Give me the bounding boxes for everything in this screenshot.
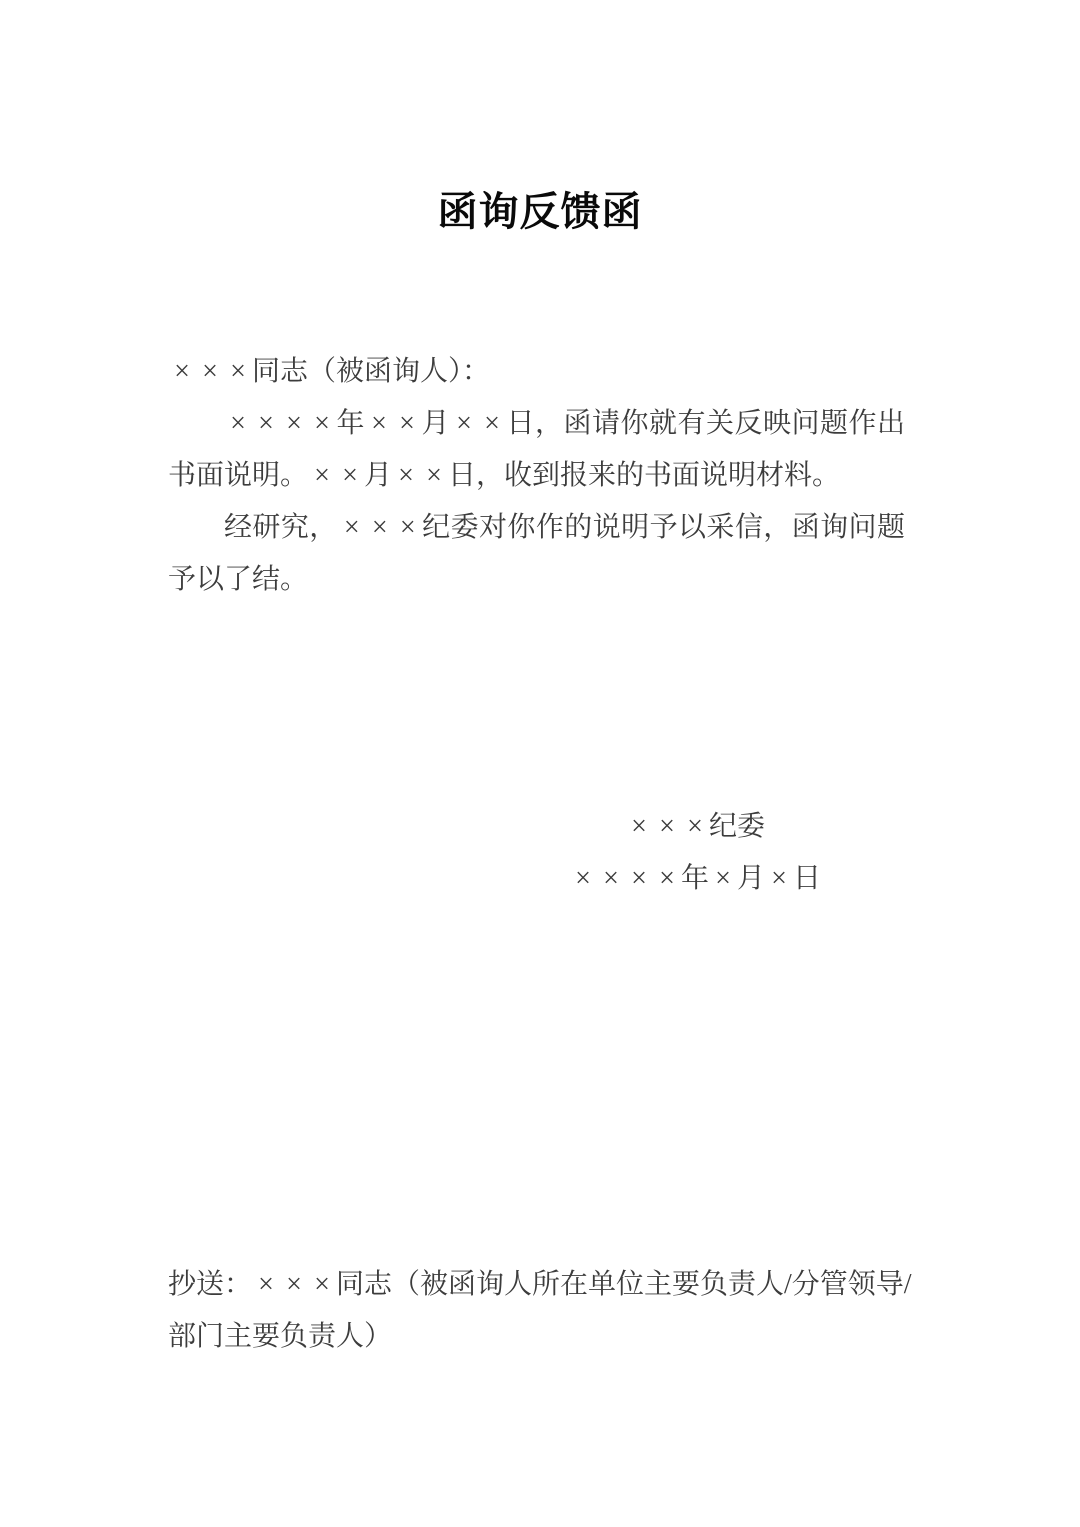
signature-date: × × × × 年 × 月 × 日 — [575, 863, 822, 894]
salutation-line: × × × 同志（被函询人）： — [174, 356, 491, 387]
document-title: 函询反馈函 — [437, 190, 643, 234]
letter-body — [168, 346, 905, 606]
cc-line-1: 抄送： × × × 同志（被函询人所在单位主要负责人/分管领导/ — [168, 1269, 912, 1300]
signature-block — [410, 801, 980, 905]
body-paragraph-2: 经研究， × × × 纪委对你作的说明予以采信，函询问题予以了结。 — [168, 512, 905, 595]
signature-org: × × × 纪委 — [631, 811, 765, 842]
cc-line-2: 部门主要负责人） — [168, 1321, 393, 1352]
body-paragraph-1: × × × × 年 × × 月 × × 日，函请你就有关反映问题作出书面说明。 × × 月 × × 日，收到报来的书面说明材料。 — [168, 408, 905, 491]
cc-block — [168, 1259, 912, 1363]
